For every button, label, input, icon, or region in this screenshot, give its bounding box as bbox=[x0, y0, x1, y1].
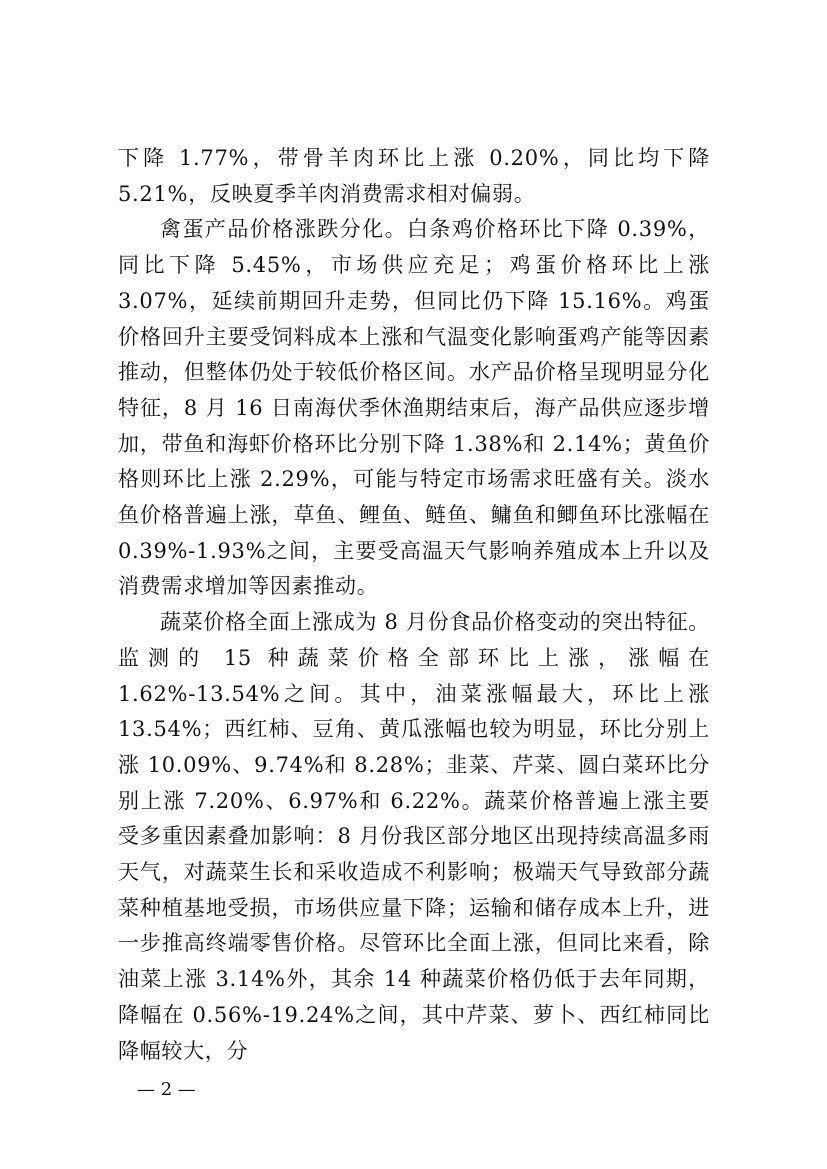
page-number: — 2 — bbox=[137, 1079, 196, 1100]
paragraph-mutton: 下降 1.77%，带骨羊肉环比上涨 0.20%，同比均下降 5.21%，反映夏季羊肉消费需求相对偏弱。 bbox=[118, 146, 710, 206]
paragraph-poultry-eggs-aquatic: 禽蛋产品价格涨跌分化。白条鸡价格环比下降 0.39%，同比下降 5.45%，市场供应充足；鸡蛋价格环比上涨 3.07%，延续前期回升走势，但同比仍下降 15.16%。鸡蛋价格回升主要受饲料成本上涨和气温变化影响蛋鸡产能等因素推动，但整体仍处于较低价格区间。水产品价格呈现明显分化特征，8 月 16 日南海伏季休渔期结束后，海产品供应逐步增加，带鱼和海虾价格环比分别下降 1.38%和 2.14%；黄鱼价格则环比上涨 2.29%，可能与特定市场需求旺盛有关。淡水鱼价格普遍上涨，草鱼、鲤鱼、鲢鱼、鳙鱼和鲫鱼环比涨幅在 0.39%-1.93%之间，主要受高温天气影响养殖成本上升以及消费需求增加等因素推动。 bbox=[118, 217, 710, 599]
paragraph-vegetables: 蔬菜价格全面上涨成为 8 月份食品价格变动的突出特征。监测的 15 种蔬菜价格全部环比上涨，涨幅在 1.62%-13.54%之间。其中，油菜涨幅最大，环比上涨 13.54%；西红柿、豆角、黄瓜涨幅也较为明显，环比分别上涨 10.09%、9.74%和 8.28%；韭菜、芹菜、圆白菜环比分别上涨 7.20%、6.97%和 6.22%。蔬菜价格普遍上涨主要受多重因素叠加影响：8 月份我区部分地区出现持续高温多雨天气，对蔬菜生长和采收造成不利影响；极端天气导致部分蔬菜种植基地受损，市场供应量下降；运输和储存成本上升，进一步推高终端零售价格。尽管环比全面上涨，但同比来看，除油菜上涨 3.14%外，其余 14 种蔬菜价格仍低于去年同期，降幅在 0.56%-19.24%之间，其中芹菜、萝卜、西红柿同比降幅较大，分 bbox=[118, 610, 710, 1063]
document-body bbox=[118, 141, 710, 1069]
